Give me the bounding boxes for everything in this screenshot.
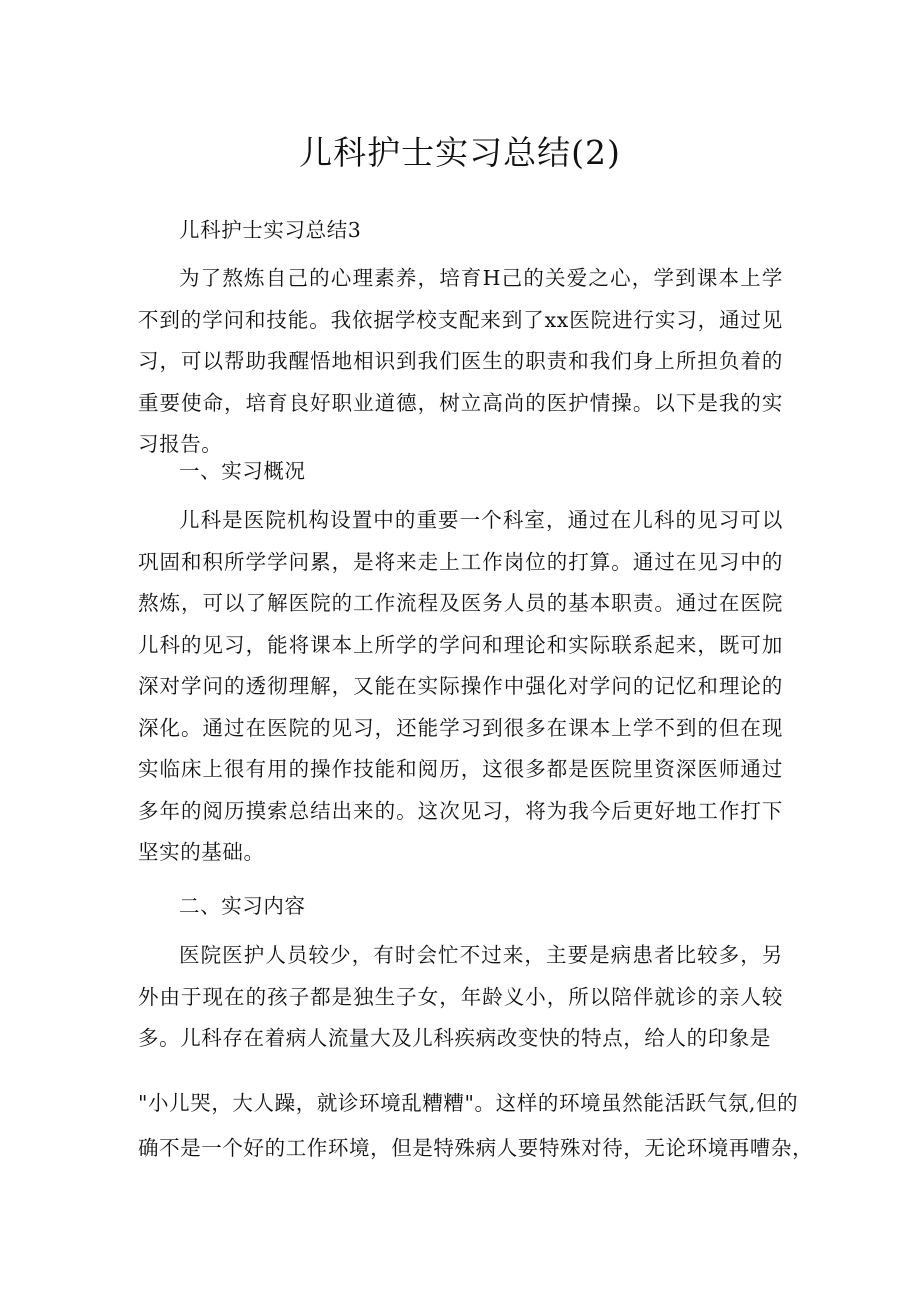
section2-paragraph: 医院医护人员较少，有时会忙不过来，主要是病患者比较多，另外由于现在的孩子都是独生子女，年龄义小，所以陪伴就诊的亲人较多。儿科存在着病人流量大及儿科疾病改变快的特点，给人的印象是 bbox=[138, 943, 783, 1050]
intro-paragraph: 为了熬炼自己的心理素养，培育H己的关爱之心，学到课本上学不到的学问和技能。我依据学校支配来到了xx医院进行实习，通过见习，可以帮助我醒悟地相识到我们医生的职责和我们身上所担负着的重要使命，培育良好职业道德，树立高尚的医护情操。以下是我的实习报告。 bbox=[138, 266, 783, 456]
document-title: 儿科护士实习总结(2) bbox=[299, 133, 621, 172]
document-subtitle: 儿科护士实习总结3 bbox=[179, 218, 362, 242]
section1-paragraph: 儿科是医院机构设置中的重要一个科室，通过在儿科的见习可以巩固和积所学学问累，是将来走上工作岗位的打算。通过在见习中的熬炼，可以了解医院的工作流程及医务人员的基本职责。通过在医院儿科的见习，能将课本上所学的学问和理论和实际联系起来，既可加深对学问的透彻理解，又能在实际操作中强化对学问的记忆和理论的深化。通过在医院的见习，还能学习到很多在课本上学不到的但在现实临床上很有用的操作技能和阅历，这很多都是医院里资深医师通过多年的阅历摸索总结出来的。这次见习，将为我今后更好地工作打下坚实的基础。 bbox=[138, 508, 783, 864]
section2-continuation-line1: "小儿哭，大人躁，就诊环境乱糟糟"。这样的环境虽然能活跃气氛,但的 bbox=[138, 1091, 799, 1115]
section2-heading: 二、实习内容 bbox=[179, 894, 306, 918]
section2-continuation-line2: 确不是一个好的工作环境，但是特殊病人要特殊对待，无论环境再嘈杂， bbox=[138, 1136, 814, 1160]
section1-heading: 一、实习概况 bbox=[179, 459, 306, 483]
